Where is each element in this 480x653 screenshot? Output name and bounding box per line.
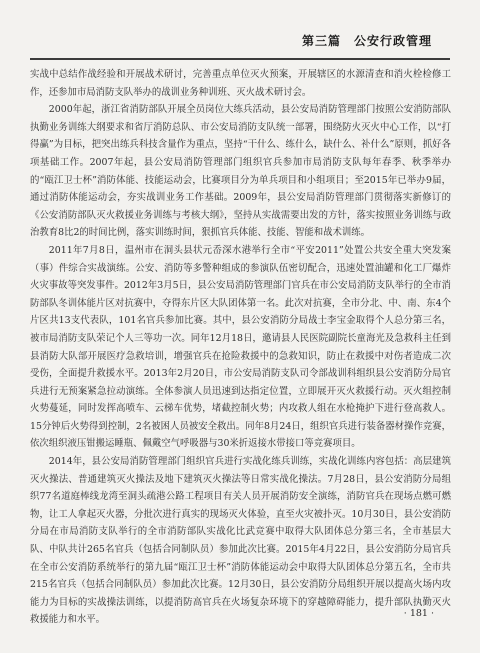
paragraph-2011: 2011年7月8日，温州市在洞头县状元岙深水港举行全市“平安2011”处置公共安全重大突发案（事）件综合实战演练。公安、消防等多警种组成的参演队伍密切配合，迅速处置油罐和化工厂爆炸火灾事故等突发事件。2012年3月5日，县公安局消防管理部门官兵在市公安局消防支队举行的全市消防部队冬训体能片区对抗赛中，夺得东片区大队团体第一名。此次对抗赛，全市分北、中、南、东4个片区共13支代表队，101名官兵参加比赛。其中，县公安消防分局战士李宝金取得个人总分第三名，被市局消防支队荣记个人三等功一次。同年12月18日，邀请县人民医院副院长童海光及急救科主任到县消防大队部开展医疗急救培训，增强官兵在抢险救援中的急救知识，防止在救援中对伤者造成二次受伤，全面提升救援水平。2013年2月20日，市公安局消防支队司令部战训科组织县公安消防分局官兵进行无预案紧急拉动演练。全体参演人员迅速到达指定位置，立即展开灭火救援行动。灭火组控制火势蔓延，同时发挥高喷车、云梯车优势，堵截控制火势；内攻救人组在水枪掩护下进行登高救人。15分钟后火势得到控制，2名被困人员被安全救出。同年8月24日，组织官兵进行装备器材操作竞赛，依次组织液压钳搬运睡瓶、佩戴空气呼吸器与30米折返接水带接口等竞赛项目。 [30, 244, 451, 450]
body-text [30, 66, 451, 629]
paragraph-2014: 2014年，县公安局消防管理部门组织官兵进行实战化练兵训练，实战化训练内容包括：高层建筑灭火操法、普通建筑灭火操法及地下建筑灭火操法等日常实战化操法。7月28日，县公安消防分局组织77名道庭棒线龙湾至洞头疏港公路工程项目有关人员开展消防安全演练，消防官兵在现场点燃可燃物，让工人拿起灭火器，分批次进行真实的现场灭火体验，直至火灾被扑灭。10月30日，县公安消防分局在市局消防支队举行的全市消防部队实战化比武竞赛中取得大队团体总分第三名，全市基层大队、中队共计265名官兵（包括合同制队员）参加此次比赛。2015年4月22日，县公安消防分局官兵在全市公安消防系统举行的第九届“瓯江卫士杯”消防体能运动会中取得大队团体总分第五名，全市共215名官兵（包括合同制队员）参加此次比赛。12月30日，县公安消防分局组织开展以提高火场内攻能力为目标的实战操法训练，以提消防高官兵在火场复杂环境下的穿越障碍能力，提升部队执勤灭火救援能力和水平。 [30, 456, 451, 626]
section-title: 第三篇 公安行政管理 [301, 34, 432, 48]
header-divider [30, 58, 450, 60]
page-number: · 181 · [403, 608, 434, 619]
paragraph-continuation: 实战中总结作战经验和开展战术研讨，完善重点单位灭火预案，开展辖区的水源清查和消火栓检修工作，还参加市局消防支队举办的战训业务种训班、灭火战术研讨会。 [30, 69, 451, 98]
page-header [0, 30, 480, 54]
paragraph-2000: 2000年起，浙江省消防部队开展全员岗位大练兵活动，县公安局消防管理部门按照公安消防部队执勤业务训练大纲要求和省厅消防总队、市公安局消防支队统一部署，围绕防火灭火中心工作，以“打得赢”为目标，把突出练兵科技含量作为重点，坚持“干什么、练什么，缺什么、补什么”原则，抓好各项基础工作。2007年起，县公安局消防管理部门组织官兵参加市局消防支队每年春季、秋季举办的“瓯江卫士杯”消防体能、技能运动会，比赛项目分为单兵项目和小组项目；至2015年已举办9届，通过消防体能运动会，夯实战训业务工作基础。2009年，县公安局消防管理部门贯彻落实新修订的《公安消防部队灭火救援业务训练与考核大纲》，坚持从实战需要出发的方针，落实按照业务训练与政治教育8比2的时间比例，落实训练时间，狠抓官兵体能、技能、智能和战术训练。 [30, 104, 451, 239]
